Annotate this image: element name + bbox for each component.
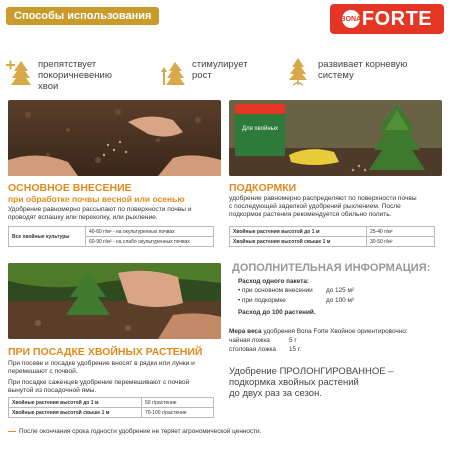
- main-application-title: ОСНОВНОЕ ВНЕСЕНИЕ: [8, 182, 132, 194]
- footnote: После окончания срока годности удобрение не теряет агрономической ценности.: [19, 428, 262, 435]
- main-application-table: [8, 226, 214, 247]
- planting-table: [8, 397, 214, 418]
- tree-plus-icon: [4, 58, 34, 88]
- top-dressing-table: [229, 226, 435, 247]
- table-row: Хвойные растения высотой до 1 м 50 г/растение: [9, 398, 214, 408]
- measure-value: 15 г.: [289, 346, 302, 353]
- measure-value: 5 г: [289, 337, 297, 344]
- feature-1: препятствует покоричневению хвои: [38, 59, 112, 92]
- table-cell: 40-60 г/м² - на окультуренных почвах: [86, 227, 214, 237]
- planting-photo: [8, 263, 221, 339]
- consumption-value: до 100 м²: [326, 297, 355, 304]
- pack-label: Для хвойных: [242, 126, 278, 132]
- tree-arrows-icon: [157, 58, 187, 88]
- extra-info-title: ДОПОЛНИТЕЛЬНАЯ ИНФОРМАЦИЯ:: [232, 262, 431, 274]
- main-application-subtitle: при обработке почвы весной или осенью: [8, 194, 185, 204]
- soil-spreading-photo: [8, 100, 221, 176]
- planting-text-2: При посадке саженцев удобрение перемешивают с почвой вынутой из посадочной ямы.: [8, 379, 190, 394]
- logo-forte: FORTE: [361, 7, 433, 30]
- feature-3: развивает корневую систему: [318, 59, 408, 81]
- main-application-text: Удобрение равномерно рассыпают по поверхности почвы и проводят вспашку или перекопку, или рыхление.: [8, 206, 192, 221]
- product-conifer-photo: [229, 100, 442, 176]
- table-row: Хвойные растения высотой до 1 м 25-40 г/м²: [230, 227, 435, 237]
- consumption-row: • при основном внесении: [238, 287, 313, 294]
- top-dressing-title: ПОДКОРМКИ: [229, 182, 297, 194]
- planting-text-1: При посеве и посадке удобрение вносят в рядки или лунки и перемешают с почвой.: [8, 360, 195, 375]
- footnote-arrow-icon: [8, 431, 16, 432]
- logo-bona: BONA: [342, 10, 360, 28]
- planting-consumption: Расход до 100 растений.: [238, 309, 316, 316]
- prolonged-text: Удобрение ПРОЛОНГИРОВАННОЕ – подкормка хвойных растений до двух раз за сезон.: [229, 366, 394, 399]
- table-label: Все хвойные культуры: [9, 227, 86, 247]
- feature-2: стимулирует рост: [192, 59, 248, 81]
- brand-logo: [330, 4, 444, 34]
- table-cell: 60-90 г/м² - на слабо окультуренных почвах: [86, 237, 214, 247]
- top-dressing-text: удобрение равномерно распределяют по поверхности почвы с последующей заделкой удобрений рыхлением. После подкормок растения рекомендуется обильно полить.: [229, 195, 417, 218]
- consumption-title: Расход одного пакета:: [238, 278, 310, 285]
- measure-label: чайная ложка: [229, 337, 270, 344]
- section-badge: Способы использования: [6, 7, 159, 25]
- measure-line: Мера веса удобрения Bona Forte Хвойное ориентировочно:: [229, 328, 408, 335]
- planting-title: ПРИ ПОСАДКЕ ХВОЙНЫХ РАСТЕНИЙ: [8, 346, 203, 358]
- measure-label: столовая ложка: [229, 346, 276, 353]
- table-row: Хвойные растения высотой свыше 1 м 30-50 г/м²: [230, 237, 435, 247]
- consumption-value: до 125 м²: [326, 287, 355, 294]
- table-row: Хвойные растения высотой свыше 1 м 70-100 г/растение: [9, 408, 214, 418]
- tree-roots-icon: [283, 56, 313, 86]
- consumption-row: • при подкормке: [238, 297, 286, 304]
